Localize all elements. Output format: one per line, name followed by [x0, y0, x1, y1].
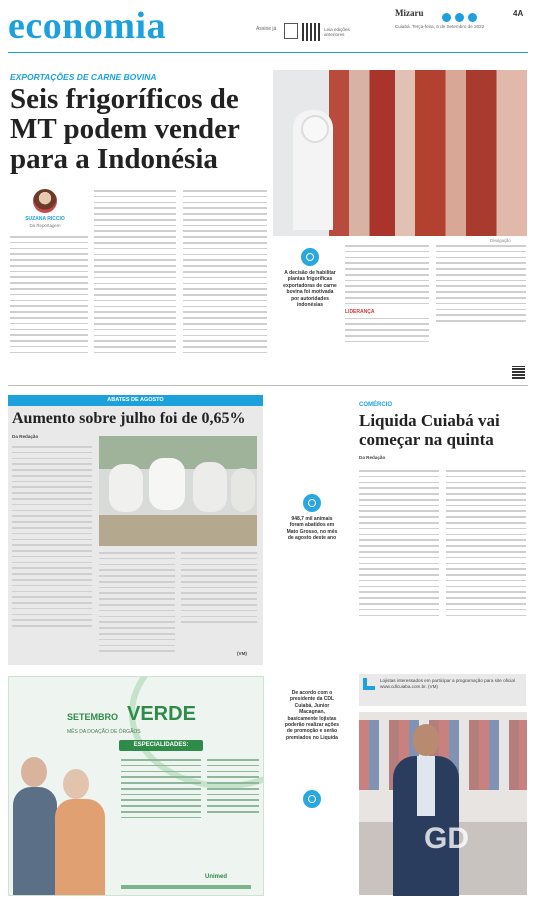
page-number: 4A [513, 9, 524, 18]
lead-kicker: EXPORTAÇÕES DE CARNE BOVINA [10, 72, 157, 82]
lead-photo-meat-processing [273, 70, 527, 236]
ad-footer-bar [121, 885, 251, 889]
right-kicker: COMÉRCIO [359, 402, 392, 408]
abates-tag: ABATES DE AGOSTO [8, 395, 263, 406]
watermark-logo: GD [424, 822, 469, 855]
quote-marker-icon [301, 248, 319, 266]
lead-column-5 [436, 245, 526, 326]
author-role: Da Reportagem [29, 223, 61, 228]
abates-column-2 [99, 552, 175, 656]
ad-brand-main: VERDE [127, 703, 196, 725]
ad-brand-top: SETEMBRO [67, 712, 119, 722]
abates-headline: Aumento sobre julho foi de 0,65% [12, 410, 246, 427]
quote-marker-icon-3 [303, 790, 321, 808]
cdl-president-photo [359, 712, 527, 895]
author-avatar [33, 189, 57, 213]
qr-code-icon-3 [512, 366, 525, 379]
paper-logo-dots [442, 9, 480, 18]
author-name: SUZANA RICCIO [25, 216, 65, 222]
header-right-info: Leia edições anteriores [324, 27, 350, 38]
qr-code-icon [284, 23, 298, 39]
ad-sub: MÊS DA DOAÇÃO DE ÓRGÃOS [67, 729, 141, 735]
abates-pullquote: 948,7 mil animais foram abatidos em Mato Grosso, no mês de agosto deste ano [286, 516, 338, 542]
ad-banner: ESPECIALIDADES: [119, 740, 203, 751]
ad-elderly-couple-photo [13, 747, 113, 896]
qr-code-icon-2 [302, 23, 320, 41]
quote-marker-icon-2 [303, 494, 321, 512]
abates-byline: Da Redação [12, 434, 39, 439]
info-icon [363, 678, 375, 690]
cdl-pullquote: De acordo com o presidente da CDL Cuiabá, Junior Macagnan, basicamente lojistas poderão realizar ações de promoção e serão premiados no Liquida [284, 690, 340, 741]
lead-column-4 [345, 245, 429, 347]
ad-footer-logo: Unimed [205, 874, 228, 880]
abates-tail: (VM) [237, 651, 247, 656]
header-rule [8, 52, 528, 53]
lead-column-2 [94, 190, 176, 358]
lead-column-3 [183, 190, 267, 358]
ad-specialties-list-2 [207, 759, 259, 817]
paper-name: Mizaru [395, 8, 424, 18]
issue-date: Cuiabá, Terça-feira, 6 de Setembro de 2022 [395, 24, 485, 29]
right-byline: Da Redação [359, 455, 386, 460]
lead-subhead: LIDERANÇA [345, 308, 375, 315]
lead-column-1 [10, 236, 88, 357]
section-title: economia [8, 5, 167, 47]
right-column-2 [446, 470, 526, 620]
setembro-verde-ad [8, 676, 264, 896]
section-divider [8, 385, 528, 386]
lead-headline: Seis frigoríficos de MT podem vender para a Indonésia [10, 83, 240, 175]
cattle-photo [99, 436, 257, 546]
header-left-info: Assine já [256, 26, 277, 32]
abates-column-1 [12, 446, 92, 631]
photo-credit: Divulgação [490, 238, 511, 243]
right-column-1 [359, 470, 439, 620]
info-box-text: Lojistas interessados em participar a programação para site oficial www.cdlcuiaba.com.br. (VM) [380, 678, 515, 689]
right-headline: Liquida Cuiabá vai começar na quinta [359, 411, 500, 449]
lead-pullquote: A decisão de habilitar plantas frigoríficas exportadoras de carne bovina foi motivada por autoridades indonésias [283, 270, 337, 309]
ad-specialties-list [121, 759, 201, 823]
abates-column-3 [181, 552, 257, 627]
